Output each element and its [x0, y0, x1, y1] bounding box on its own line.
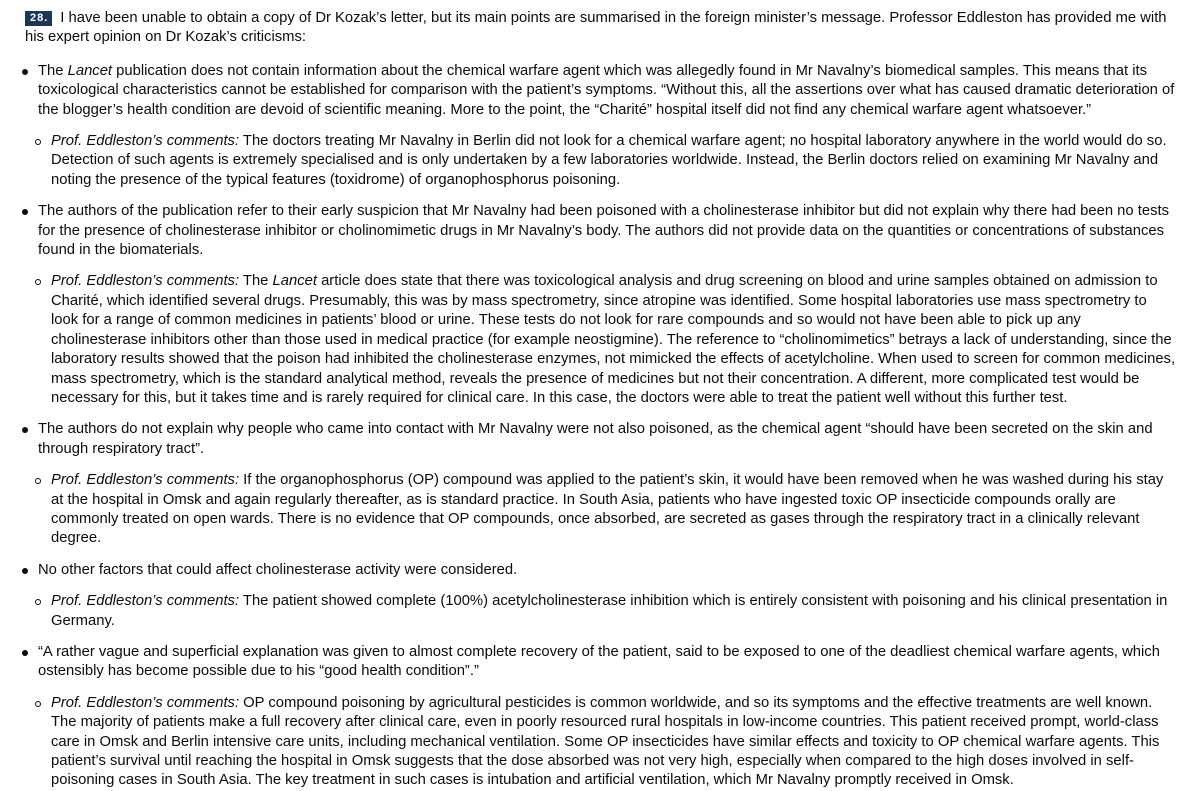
criticism-item — [25, 202, 1176, 408]
bullet-icon — [22, 568, 28, 574]
intro-text: I have been unable to obtain a copy of Dr Kozak’s letter, but its main points are summarised in the foreign minister’s message. Professor Eddleston has provided me with his expert opinion on Dr Kozak’s criticisms: — [25, 10, 1167, 46]
circle-bullet-icon — [35, 478, 41, 484]
eddleston-comment: Prof. Eddleston’s comments: The patient showed complete (100%) acetylcholinesterase inhibition which is entirely consistent with poisoning and his clinical presentation in Germany. — [38, 592, 1176, 631]
eddleston-comment: Prof. Eddleston’s comments: OP compound poisoning by agricultural pesticides is common worldwide, and so its symptoms and the effective treatments are well known. The majority of patients make a full recovery after clinical care, even in poorly resourced rural hospitals in low-income countries. This patient received prompt, world-class care in Omsk and Berlin intensive care units, including mechanical ventilation. Some OP insecticides have similar effects and toxicity to OP chemical warfare agents. This patient’s survival until reaching the hospital in Omsk suggests that the dose absorbed was not very high, especially when compared to the high doses involved in self-poisoning cases in South Asia. The key treatment in such cases is intubation and artificial ventilation, which Mr Navalny promptly received in Omsk. — [38, 694, 1176, 791]
criticism-text: The Lancet publication does not contain information about the chemical warfare agent which was allegedly found in Mr Navalny’s biomedical samples. This means that its toxicological characteristics cannot be established for comparison with the patient’s symptoms. “Without this, all the assertions over what has caused dramatic deterioration of the blogger’s health condition are devoid of scientific meaning. More to the point, the “Charité” hospital itself did not find any chemical warfare agent whatsoever.” — [38, 62, 1175, 118]
criticism-item — [25, 420, 1176, 548]
bullet-icon — [22, 427, 28, 433]
criticism-item — [25, 643, 1176, 791]
bullet-icon — [22, 69, 28, 75]
criticism-text: “A rather vague and superficial explanation was given to almost complete recovery of the patient, said to be exposed to one of the deadliest chemical warfare agents, which ostensibly has become possible due to his “good health condition”.” — [38, 643, 1160, 680]
comment-prefix: Prof. Eddleston’s comments: — [51, 472, 240, 489]
paragraph-number-badge: 28. — [25, 11, 52, 26]
criticism-text: No other factors that could affect cholinesterase activity were considered. — [38, 561, 518, 578]
eddleston-comment: Prof. Eddleston’s comments: The Lancet article does state that there was toxicological analysis and drug screening on blood and urine samples obtained on admission to Charité, which identified several drugs. Presumably, this was by mass spectrometry, since atropine was identified. Some hospital laboratories use mass spectrometry to look for a range of common medicines in patients’ blood or urine. These tests do not look for rare compounds and so would not have been able to pick up any cholinesterase inhibitors other than those used in medical practice (for example neostigmine). The reference to “cholinomimetics” betrays a lack of understanding, since the laboratory results showed that the poison had inhibited the cholinesterase enzymes, not mimicked the effects of acetylcholine. When used to screen for common medicines, mass spectrometry, which is the standard analytical method, reveals the presence of medicines but not their concentration. A different, more complicated test would be necessary for this, but it takes time and is rarely required for clinical care. In this case, the doctors were able to treat the patient well without this further test. — [38, 272, 1176, 408]
comment-prefix: Prof. Eddleston’s comments: — [51, 593, 240, 610]
bullet-icon — [22, 209, 28, 215]
circle-bullet-icon — [35, 279, 41, 285]
comment-prefix: Prof. Eddleston’s comments: — [51, 133, 240, 150]
comment-list — [38, 694, 1176, 791]
criticism-text: The authors do not explain why people who came into contact with Mr Navalny were not also poisoned, as the chemical agent “should have been secreted on the skin and through respiratory tract”. — [38, 421, 1153, 457]
criticism-item — [25, 561, 1176, 631]
comment-list — [38, 471, 1176, 549]
comment-list — [38, 132, 1176, 190]
intro-paragraph — [25, 9, 1176, 48]
criticism-text: The authors of the publication refer to their early suspicion that Mr Navalny had been poisoned with a cholinesterase inhibitor but did not explain why there had been no tests for the presence of cholinesterase inhibitor or cholinomimetic drugs in Mr Navalny’s body. The authors did not provide data on the quantities or concentrations of substances found in the biomaterials. — [38, 203, 1170, 259]
criticism-item — [25, 62, 1176, 190]
criticism-list — [25, 62, 1176, 791]
eddleston-comment: Prof. Eddleston’s comments: If the organophosphorus (OP) compound was applied to the patient’s skin, it would have been removed when he was washed during his stay at the hospital in Omsk and again regularly thereafter, as is standard practice. In South Asia, patients who have ingested toxic OP insecticide compounds orally are commonly treated on open wards. There is no evidence that OP compounds, once absorbed, are secreted as gases through the respiratory tract in a clinically relevant degree. — [38, 471, 1176, 549]
eddleston-comment: Prof. Eddleston’s comments: The doctors treating Mr Navalny in Berlin did not look for a chemical warfare agent; no hospital laboratory anywhere in the world would do so. Detection of such agents is extremely specialised and is only undertaken by a few laboratories worldwide. Instead, the Berlin doctors relied on examining Mr Navalny and noting the presence of the typical features (toxidrome) of organophosphorus poisoning. — [38, 132, 1176, 190]
circle-bullet-icon — [35, 139, 41, 145]
circle-bullet-icon — [35, 599, 41, 605]
bullet-icon — [22, 650, 28, 656]
comment-list — [38, 272, 1176, 408]
comment-list — [38, 592, 1176, 631]
comment-prefix: Prof. Eddleston’s comments: — [51, 694, 240, 711]
comment-prefix: Prof. Eddleston’s comments: — [51, 273, 240, 290]
circle-bullet-icon — [35, 701, 41, 707]
